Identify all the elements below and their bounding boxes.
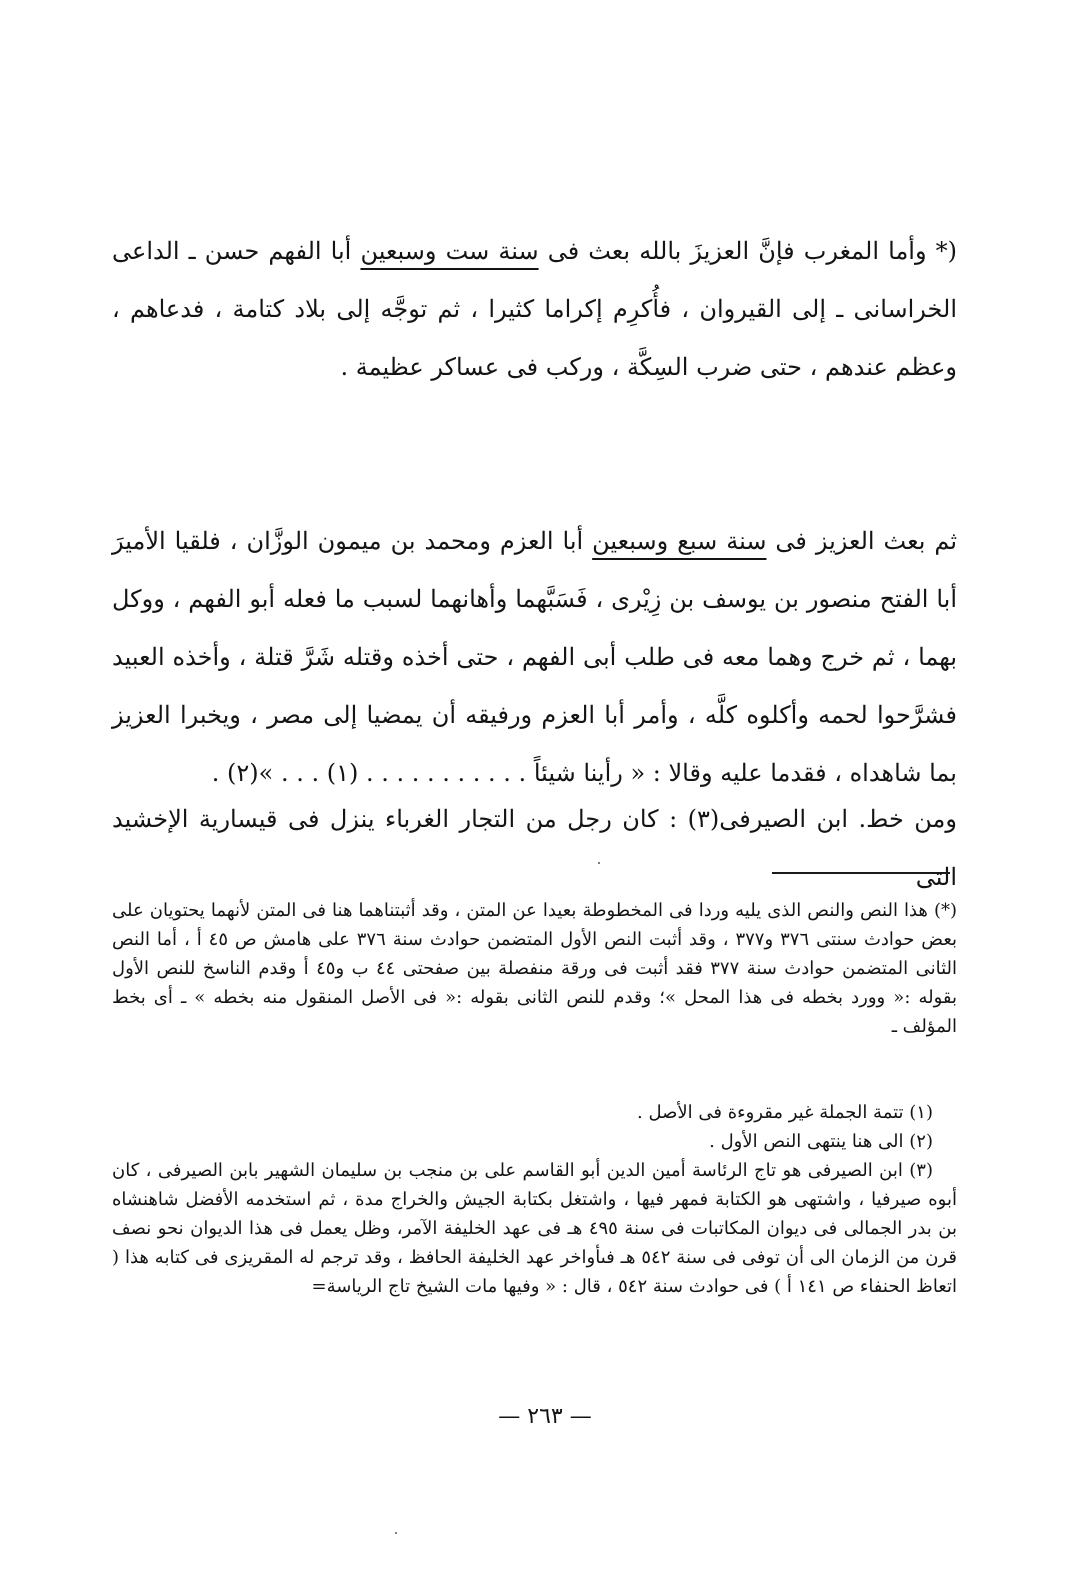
paragraph-text: ثم بعث العزيز فى — [766, 527, 957, 555]
page-number: — ٢٦٣ — — [498, 1404, 592, 1429]
footnote-divider — [772, 872, 950, 874]
footnote-star: (*) هذا النص والنص الذى يليه وردا فى المخطوطة بعيدا عن المتن ، وقد أثبتناهما هنا فى المتن لأنهما يحتويان على بعض حوادث سنتى ٣٧٦ و٣٧٧ ، وقد أثبت النص الأول المتضمن حوادث سنة ٣٧٦ على هامش ص ٤٥ أ ، أما النص الثانى المتضمن حوادث سنة ٣٧٧ فقد أثبت فى ورقة منفصلة بين صفحتى ٤٤ ب و٤٥ أ وقدم الناسخ للنص الأول بقوله :« وورد بخطه فى هذا المحل »؛ وقدم للنص الثانى بقوله :« فى الأصل المنقول منه بخطه » ـ أى بخط المؤلف ـ — [112, 900, 958, 1037]
paragraph-aziz-envoys — [112, 512, 957, 802]
underlined-year-377: سنة سبع وسبعين — [592, 527, 767, 555]
paragraph-ibn-sayrafi: ومن خط. ابن الصيرفى(٣) : كان رجل من التجار الغرباء ينزل فى قيسارية الإخشيد التى — [112, 805, 957, 891]
paragraph-text: (* وأما المغرب فإنَّ العزيزَ بالله بعث فى — [538, 237, 958, 265]
paragraph-text: أبا العزم ومحمد بن ميمون الوزَّان ، فلقيا الأميرَ أبا الفتح منصور بن يوسف بن زِيْرى ، فَسَبَّهما وأهانهما لسبب ما فعله أبو الفهم ، ووكل بهما ، ثم خرج وهما معه فى طلب أبى الفهم ، حتى أخذه وقتله شَرَّ قتلة ، وأخذه العبيد فشرَّحوا لحمه وأكلوه كلَّه ، وأمر أبا العزم ورفيقه أن يمضيا إلى مصر ، ويخبرا العزيز بما شاهداه ، فقدما عليه وقالا : « رأينا شيئاً . . . . . . . . . . . (١) . . . »(٢) . — [112, 527, 957, 787]
underlined-year-376: سنة ست وسبعين — [360, 237, 539, 265]
footnote-list — [112, 1098, 957, 1301]
paragraph-text: أبا الفهم حسن ـ الداعى الخراسانى ـ إلى القيروان ، فأُكرِم إكراما كثيرا ، ثم توجَّه إلى بلاد كتامة ، فدعاهم ، وعظم عندهم ، حتى ضرب السِكَّة ، وركب فى عساكر عظيمة . — [112, 237, 957, 381]
paragraph-maghrib — [112, 222, 957, 396]
scan-speck — [598, 862, 600, 864]
footnote-3: (٣) ابن الصيرفى هو تاج الرئاسة أمين الدين أبو القاسم على بن منجب بن سليمان الشهير بابن الصيرفى ، كان أبوه صيرفيا ، واشتهى هو الكتابة فمهر فيها ، واشتغل بكتابة الجيش والخراج مدة ، ثم استخدمه الأفضل شاهنشاه بن بدر الجمالى فى ديوان المكاتبات فى سنة ٤٩٥ هـ فى عهد الخليفة الآمر، وظل يعمل فى هذا الديوان نحو نصف قرن من الزمان الى أن توفى فى سنة ٥٤٢ هـ فىأواخر عهد الخليفة الحافظ ، وقد ترجم له المقريزى فى كتابه هذا ( اتعاظ الحنفاء ص ١٤١ أ ) فى حوادث سنة ٥٤٢ ، قال : « وفيها مات الشيخ تاج الرياسة= — [112, 1160, 957, 1297]
scan-speck — [395, 1532, 397, 1534]
footnote-1: (١) تتمة الجملة غير مقروءة فى الأصل . — [637, 1102, 933, 1123]
footnote-2: (٢) الى هنا ينتهى النص الأول . — [709, 1131, 933, 1152]
